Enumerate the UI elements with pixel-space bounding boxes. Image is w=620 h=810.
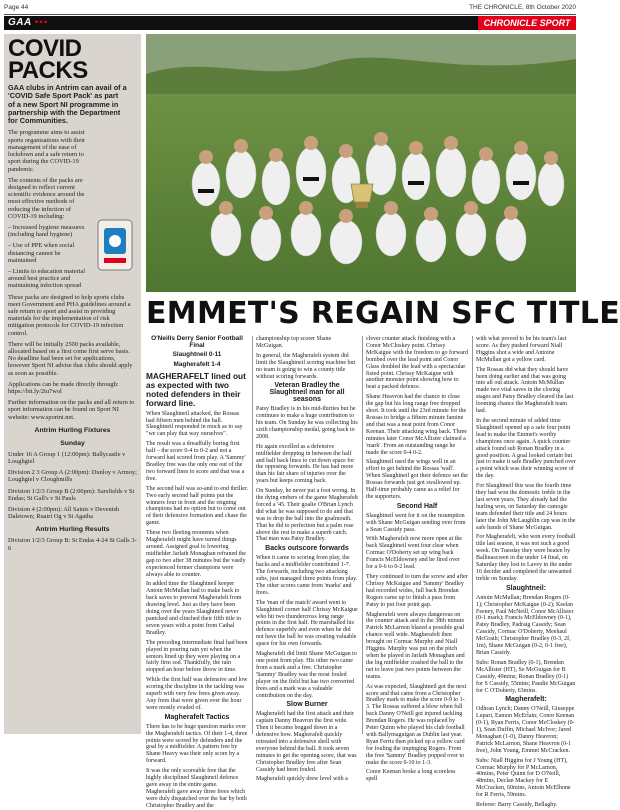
body-paragraph: championship top scorer Shane McGuigan. (256, 336, 332, 349)
fixture-line: Division 1/2/3 Group B (2:00pm): Sarsfields v St Endas; St Gall's v St Pauls (8, 487, 135, 502)
lineup-heading: Slaughtneil: (505, 584, 547, 592)
section-label-chronicle-sport: CHRONICLE SPORT (478, 16, 576, 30)
report-column-2 (256, 336, 358, 783)
body-paragraph: They continued to turn the screw and after Chrissy McKaigue and 'Sammy' Bradley had recorded wides, full back Brendan Rogers came up to finish a pass from Patsy to put four point gap. (366, 574, 468, 608)
body-paragraph: with what proved to be his team's last score. As they pushed forward Niall Higgins shot a wide and Antoine McMullan got a yellow card. (476, 336, 567, 363)
body-paragraph: The preceding intermediate final had been played in pouring rain yet when the seniors lined up they were playing on a fairly firm sod. Thankfully, the rain stopped an hour before throw in time. (146, 639, 248, 674)
sidebar-paragraph: The contents of the packs are designed to reflect current scientific evidence around the most effective methods of reducing the infection of COVID-19 including: (8, 176, 85, 220)
sidebar-paragraph: These packs are designed to help sports clubs meet Government and PHA guidelines around a safe return to sport and assist in providing materials for the implementation of risk mitigation protocols for COVID-19 infection control. (8, 293, 131, 337)
body-paragraph: Patsy Bradley is in his mid-thirties but he continues to make a huge contribution to his team. On Sunday he was collecting his sixth championship medal, going back to 2008. (256, 406, 358, 440)
lineup-paragraph: Odhran Lynch; Danny O'Neill, Giuseppe Lupari, Eamon McErlain; Conor Keenan (0-1), Ryan Ferris, Conor McCloskey (0-1), Sean Duffin, Michael McIvor; Jared Monaghan (1-0), Danny Heavron; Patrick McLarnon, Shane Heavron (0-1 free), John Young, Emmet McCracken. (476, 706, 575, 754)
sidebar-lead: GAA clubs in Antrim can avail of a 'COVID Safe Sport Pack' as part of a new Sport NI programme in partnership with the Department for Communities. (8, 83, 127, 126)
body-paragraph: These two fleeting moments when Magherafelt might have turned things around. Assigned goal to lowering midfielder Jarlath Monaghan refraned the gap to two after 38 minutes but the vastly experienced former champions were always able to counter. (146, 530, 246, 578)
body-paragraph: The result was a dreadfully boring first half – the score 0-4 to 0-2 and not a forward had scored from play. A 'Sammy' Bradley free was the only one out of the two forward lines to score and that was a free. (146, 441, 246, 482)
result-line: Division 1/2/3 Group B: St Endas 4-24 St Galls 3-6 (8, 537, 137, 552)
subs-paragraph: Subs: Ronan Bradley (0-1), Brendan McAllister (HT), Se McGuigan for B Cassidy, 49mins; Ronan Bradley (0-1) for S Cassidy, 55mins; Paudie McGuigan for C O'Doherty, 63mins. (476, 659, 576, 694)
subheading: Slow Burner (286, 701, 328, 709)
sidebar-paragraph: Applications can be made directly through: https://bit.ly/2iu7wol (8, 380, 119, 395)
fixture-line: Division 4 (2:00pm): All Saints v Devenish Daletown; Ruairi Og v St Agatha (8, 506, 120, 521)
page-number: Page 44 (4, 4, 29, 11)
competition-title: O'Neills Derry Senior Football Final (151, 335, 243, 349)
body-paragraph: He again excelled as a defensive midfielder dropping in between the half and half back lines to cut down space for the opposing forwards. He has had more than his fair share of injuries over the years but keeps coming back. (256, 443, 355, 485)
fixtures-day: Sunday (60, 439, 85, 447)
headline: EMMET'S REGAIN SFC TITLE (146, 296, 620, 331)
paper-dateline: THE CHRONICLE, 8th October 2020 (469, 4, 576, 11)
body-paragraph: Shane Heavron had the chance to close the gap but his long range free dropped short. It took until the 23rd minute for the Rossas to bridge a fifteen minute famine and that was a neat point from Conor Keenan. Their attacking wing back. Three minutes later Conor McAllister claimed a 'mark'. From an outstanding range he made the score 0-4 0-2. (366, 394, 467, 456)
subheading: Magherafelt Tactics (164, 713, 230, 721)
sidebar-title: COVID PACKS (8, 35, 88, 84)
report-column-4 (476, 336, 576, 809)
body-paragraph: While the first half was defensive and low scoring the discipline in the tackling was superb with very few frees given away. Any frees that were given over the hour were mostly evaded of. (146, 677, 248, 711)
results-heading: Antrim Hurling Results (35, 526, 110, 534)
body-paragraph: There has to be huge question marks over the Magherafelt tactics. Of their 1-4, three points were scored by defenders and the goal by a midfielder. A pattern free by Shane Heavy was their only score by a forward. (146, 723, 248, 765)
body-paragraph: In the second minute of added time Slaughtneil opened up a safe four point lead to make the Emmet's worthy champions once again. A quick counter attack found sub Ronan Bradley in a good position. A goal looked certain but just to make it safe Bradley punched over a point which was their winning score of the day. (476, 417, 576, 480)
body-paragraph: The 'man of the match' award went to Slaughtneil corner half Chrissy McKaigue who hit two thundercross long range points in the first half. He marshalled his defence superbly and even when he did not have the ball he was creating valuable space for his own forwards. (256, 599, 358, 648)
body-paragraph: Magherafelt had the first attack and their captain Danny Heavron the first wide. Then it became bogged down in a defensive bow. Magherafelt quickly retreated into a defensive shell with everyone behind the ball. It took seven minutes to get the opening score, that was Christopher Bradley free after Sean Cassidy had been fouled. (256, 711, 357, 773)
gaa-text: GAA (8, 17, 32, 28)
body-paragraph: In added time the Slaughtneil keeper Antoin McMullan had to make back to back saves to prevent Magherafelt from drawing level. Just as they have been doing over the years Slaughtneil never panicked and clinched their fifth title in seven years with a point from Cathal Bradley. (146, 581, 242, 636)
match-report (146, 335, 576, 809)
subheading: Second Half (396, 502, 438, 510)
body-paragraph: It was the only scoreable free that the highly disciplined Slaughtneil defence gave away in the entire game. Magherafelt gave away three frees which were duly dispatched over the bar by both Christopher Bradley and the (146, 768, 247, 809)
team-celebration-photo (146, 34, 576, 292)
subheading: Backs outscore forwards (265, 545, 349, 553)
body-paragraph: In general, the Magherafelt system did limit the Slaughtneil scoring machine but no team is going to win a county title without scoring forwards. (256, 352, 356, 380)
fixture-line: Division 2 3 Group A (2:00pm): Dunloy v Armoy; Loughgiel v Cloughmills (8, 469, 137, 484)
body-paragraph: Magherafelt quickly drew level with a (256, 776, 348, 783)
body-paragraph: With Magherafelt now more open at the back Slaughtneil went four clear when Cormac O'Doherty set up wing back Francis McEldowney and he fired over for a 0-6 to 0-2 lead. (366, 536, 463, 571)
section-band (4, 16, 576, 30)
sidebar-paragraph: The programme aims to assist sports organisations with their management of the ease of lockdown and a safe return to sport during the COVID-19 pandemic. (8, 129, 86, 173)
fixture-line: Under 16 A Group 1 (12:00pm): Ballycastle v Loughgiel (8, 450, 126, 465)
covid-pack-hand-icon (94, 216, 136, 274)
subs-paragraph: Subs: Niall Higgins for J Young (HT), Cormac Murphy for P McLarnon, 40mins, Peter Quinn for D O'Neill, 48mins, Declan Mackey for E McCracken, 60mins, Antoin McElhone for R Ferris, 59mins. (476, 757, 571, 799)
sidebar-paragraph: – Increased hygiene measures (including hand hygiene) (8, 223, 85, 239)
column-rule (362, 336, 363, 734)
body-paragraph: Magherafelt did limit Shane McGuigan to one point from play. His other two came from a mark and a free. Christopher 'Sammy' Bradley was the most fouled player on the field but has two converted frees and a mark was a valuable contribution on the day. (256, 651, 357, 699)
body-paragraph: Slaughtneil went for it on the resumption with Shane McGuigan sending over from a Sean Cassidy pass. (366, 512, 466, 533)
body-paragraph: When Slaughtneil attacked, the Rossas had fifteen men behind the ball. Slaughtneil responded in much as to say "we can play that way ourselves". (146, 410, 243, 438)
section-label-gaa (8, 16, 48, 30)
column-rule (472, 336, 473, 734)
body-paragraph: Slaughtneil used the wings well in an effort to get behind the Rossas 'wall'. When Slaughtneil got their defence set the Rossas forwards just got swallowed up. Half-time probably came as a relief for the supporters. (366, 459, 468, 500)
kicker-paragraph: MAGHERAFELT lined out as expected with two noted defenders in their forward line. (146, 370, 246, 408)
lineup-paragraph: Antoin McMullan; Brendan Rogers (0-1); Christopher McKaigue (0-2); Keelan Feeney, Paul McNeill, Conor McAllister (0-1 mark); Francis McEldowney (0-1), Patsy Bradley, Padraig Cassidy; Sean Cassidy, Cormac O'Doherty, Meehaul McGrath; Christopher Bradley (0-3, 2f, 1m), Shane McGuigan (0-2, 0-1 free), Brian Cassidy. (476, 594, 574, 656)
report-column-3 (366, 336, 468, 783)
referee-line: Referee: Barry Cassidy, Bellaghy. (476, 802, 558, 809)
lineup-heading: Magherafelt: (505, 696, 547, 704)
score-line: Magherafelt 1-4 (173, 360, 221, 368)
sidebar-paragraph: Further information on the packs and all return to sport information can be found on Sport NI website: www.sportni.net. (8, 399, 135, 421)
body-paragraph: When it came to scoring from play, the backs and a midfielder contributed 1-7. The forwards, including two attacking subs, just managed three points from play. The other scores came from 'marks' and frees. (256, 555, 358, 596)
body-paragraph: As was expected, Slaughtneil got the next score and that came from a Christopher Bradley mark to make the score 0-9 to 1-3. The Rossas suffered a blow when full back Danny O'Neill got injured tackling Brendan Rogers. He was replaced by Peter Quinn who played his club football with Ballymaguigan as Dublin last year. Ryan Ferris then picked up a yellow card for fouling the impinging Rogers. From the free 'Sammy' Bradley popped over to make the score 0-10 to 1-3. (366, 683, 467, 766)
page-folio (4, 3, 576, 15)
report-column-1 (146, 335, 248, 809)
body-paragraph: For Slaughtneil this was the fourth time they had won the domestic treble in the last seven years. They already had the hurling won, on Saturday the camogie team defended their title and 24 hours later the John McLaughlin cup was in the safe hands of Shane McGuigan. (476, 483, 576, 531)
dots-ornament-icon: ▪▪▪ (34, 17, 49, 28)
sidebar-paragraph: There will be initially 2500 packs available, allocated based on a first come first serve basis. No deadline had been set for applications, however Sport NI advise that clubs should apply as soon as possible. (8, 340, 133, 377)
body-paragraph: On Sunday, he never put a foot wrong. In the dying embers of the game Magherafelt forced a '45. Their goalie O'Brian Lynch did what he was supposed to do and that was to drop the ball into the goalmouth. That he did to perfection but a palm rose above the rest to make a superb catch. That man was Patsy Bradley. (256, 488, 358, 543)
body-paragraph: Magherafelt were always dangerous on the counter attack and in the 38th minute Patrick McLarnon blazed a possible goal chance well wide. Magherafelt then brought on Cormac Murphy and Niall Higgins. Murphy was put on the pitch when he played in Jarlath Monaghan and the big midfielder crashed the ball to the net to leave just two points between the teams. (366, 611, 465, 680)
body-paragraph: For Magherafelt, who won every football title last season, it was not such a good week. On Tuesday they were beaten by Ballinascreen in the under 14 final, on Saturday they lost to Lavey in the under 16 decider and completed the unwanted treble on Sunday. (476, 534, 576, 582)
body-paragraph: Conor Keenan broke a long scoreless spell (366, 769, 456, 783)
score-line: Slaughtneil 0-11 (172, 350, 222, 358)
team-photo-illustration (146, 34, 576, 292)
column-rule (252, 336, 253, 734)
body-paragraph: The Rossas did what they should have been doing earlier and that was going into all out attack. Antoin McMullan made two vital saves in the closing stages and Patsy Bradley cleared the last looming chance the Magherafelt team had. (476, 366, 574, 415)
subheading: Veteran Bradley the Slaughtneil man for all seasons (269, 382, 345, 404)
covid-packs-sidebar (4, 34, 141, 734)
sidebar-paragraph: – Use of PPE when social distancing cannot be maintained (8, 242, 75, 264)
fixtures-heading: Antrim Hurling Fixtures (34, 426, 111, 434)
body-paragraph: clever counter attack finishing with a Conor McCloskey point. Chrissy McKaigue with the freedom to go forward bombed over the lead point and Conor Glass doubled the lead with a spectacular fisted point. Chrissy McKaigue with another monster point showing how to beat a packed defence. (366, 336, 468, 391)
sidebar-paragraph: – Limits to education material around best practice and maintaining infection spread (8, 267, 86, 290)
body-paragraph: The second half was so-and to end thriller. Two early second half points put the winners four in front and the reigning champions had no option but to come out of their defensive formation and chase the game. (146, 485, 248, 527)
